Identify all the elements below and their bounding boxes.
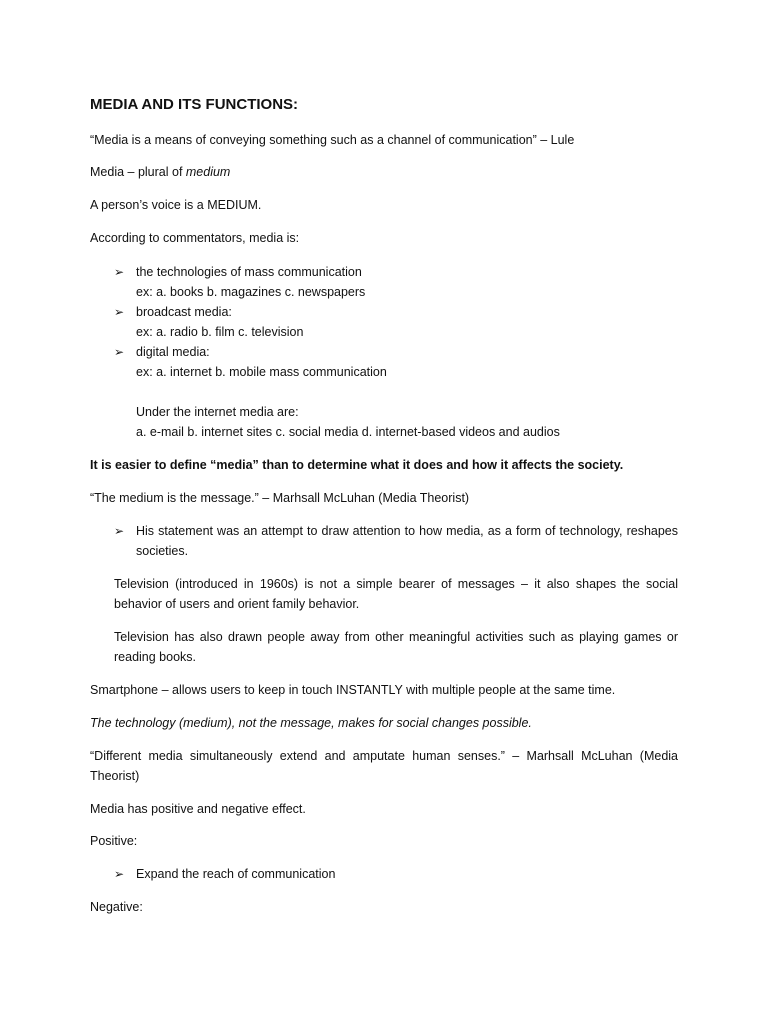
bullet-icon: ➢ [114,345,125,359]
internet-items: a. e-mail b. internet sites c. social media d. internet-based videos and audios [136,425,560,439]
plural-line [90,162,678,182]
negative-label: Negative: [90,900,143,914]
easier-line: It is easier to define “media” than to determine what it does and how it affects the society. [90,458,624,472]
page-title: MEDIA AND ITS FUNCTIONS: [90,96,299,113]
list-item-example: ex: a. books b. magazines c. newspapers [136,285,366,299]
voice-line: A person’s voice is a MEDIUM. [90,198,262,212]
positive-label: Positive: [90,834,138,848]
commentators-line: According to commentators, media is: [90,231,300,245]
internet-heading: Under the internet media are: [136,405,299,419]
television-paragraph-2: Television has also drawn people away from other meaningful activities such as playing games or reading books. [114,630,678,664]
positive-negative-line: Media has positive and negative effect. [90,802,306,816]
bullet-icon: ➢ [114,867,125,881]
bullet-icon: ➢ [114,305,125,319]
statement-paragraph: His statement was an attempt to draw attention to how media, as a form of technology, reshapes societies. [136,524,678,558]
quote-lule: “Media is a means of conveying something such as a channel of communication” – Lule [90,133,575,147]
list-item-label: the technologies of mass communication [136,265,362,279]
list-item-label: broadcast media: [136,305,232,319]
different-media-quote: “Different media simultaneously extend and amputate human senses.” – Marhsall McLuhan (Media Theorist) [90,749,678,783]
list-item-label: digital media: [136,345,210,359]
technology-italic: The technology (medium), not the message, makes for social changes possible. [90,716,532,730]
smartphone-line: Smartphone – allows users to keep in touch INSTANTLY with multiple people at the same time. [90,683,616,697]
positive-item: Expand the reach of communication [136,867,336,881]
bullet-icon: ➢ [114,265,125,279]
plural-word: medium [185,165,231,179]
plural-prefix: Media – plural of [90,165,186,179]
bullet-icon: ➢ [114,524,125,538]
list-item-example: ex: a. internet b. mobile mass communication [136,365,387,379]
mcluhan-quote: “The medium is the message.” – Marhsall McLuhan (Media Theorist) [90,491,470,505]
television-paragraph-1: Television (introduced in 1960s) is not a simple bearer of messages – it also shapes the social behavior of users and orient family behavior. [114,577,678,611]
list-item-example: ex: a. radio b. film c. television [136,325,304,339]
